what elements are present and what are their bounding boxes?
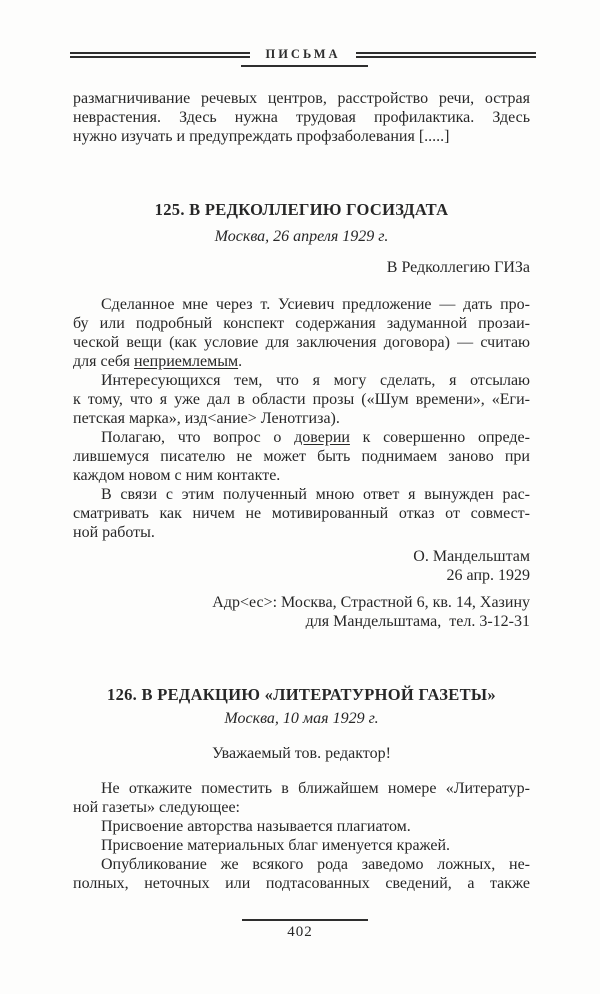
text-line: к тому, что я уже дал в области прозы («Шум времени», «Еги-: [73, 391, 530, 408]
page-number: 402: [287, 924, 313, 940]
paragraph: [73, 855, 530, 893]
footer-rule: [242, 919, 368, 921]
text-line: Полагаю, что вопрос о доверии к совершенно опреде-: [101, 429, 530, 446]
letter-125-dateline: Москва, 26 апреля 1929 г.: [214, 228, 389, 245]
text-line: ческой вещи (как условие для заключения договора) — считаю: [73, 334, 530, 351]
text-line: размагничивание речевых центров, расстройство речи, острая: [73, 90, 530, 107]
paragraph: [73, 817, 530, 836]
paragraph: [73, 89, 530, 146]
letter-125-body: [73, 295, 530, 542]
text-line: Опубликование же всякого рода заведомо ложных, не-: [101, 856, 530, 873]
text-line: лившемуся писателю не может быть поднимаем заново при: [73, 448, 530, 465]
text-line: петская марка», изд<ание> Ленотгиза).: [73, 410, 340, 427]
signature-name: О. Мандельштам: [413, 548, 530, 565]
text-line: ной работы.: [73, 524, 155, 541]
address-line: Адр<ес>: Москва, Страстной 6, кв. 14, Хазину: [212, 594, 530, 611]
paragraph: [73, 295, 530, 371]
text-line: Присвоение авторства называется плагиатом.: [101, 818, 411, 835]
paragraph: [73, 779, 530, 817]
letter-126-salutation: Уважаемый тов. редактор!: [212, 745, 391, 762]
text-line: каждом новом с ним контакте.: [73, 467, 281, 484]
header-rule-left: [70, 52, 250, 58]
running-header-title: ПИСЬМА: [265, 46, 341, 61]
letter-126-dateline: Москва, 10 мая 1929 г.: [224, 710, 379, 727]
text-line: ной газеты» следующее:: [73, 799, 240, 816]
paragraph: [73, 836, 530, 855]
letter-126-body: [73, 779, 530, 893]
text-line: Присвоение материальных благ именуется кражей.: [101, 837, 451, 854]
text-line: Не откажите поместить в ближайшем номере «Литератур-: [101, 780, 530, 797]
text-line: для себя неприемлемым.: [73, 353, 243, 370]
running-header: [70, 45, 536, 65]
continuation-paragraph: [73, 89, 530, 146]
text-line: бу или подробный конспект содержания задуманной прозаи-: [73, 315, 530, 332]
letter-125-heading: 125. В РЕДКОЛЛЕГИЮ ГОСИЗДАТА: [154, 200, 449, 219]
letter-125-addressee: В Редколлегию ГИЗа: [386, 259, 530, 276]
text-line: Интересующихся тем, что я могу сделать, я отсылаю: [101, 372, 530, 389]
text-line: полных, неточных или подтасованных сведений, а также: [73, 875, 530, 892]
signature-date: 26 апр. 1929: [446, 567, 530, 584]
paragraph: [73, 428, 530, 485]
paragraph: [73, 371, 530, 428]
paragraph: [73, 485, 530, 542]
text-line: Сделанное мне через т. Усиевич предложение — дать про-: [101, 296, 530, 313]
header-rule-right: [356, 52, 536, 58]
text-line: сматривать как ничем не мотивированный отказ от совмест-: [73, 505, 530, 522]
letter-125-signature-block: [73, 547, 552, 585]
text-line: В связи с этим полученный мною ответ я вынужден рас-: [101, 486, 530, 503]
header-title-underline: [241, 65, 368, 67]
letter-125-address-block: [73, 593, 530, 631]
text-line: неврастения. Здесь нужна трудовая профилактика. Здесь: [73, 109, 530, 126]
letter-126-heading: 126. В РЕДАКЦИЮ «ЛИТЕРАТУРНОЙ ГАЗЕТЫ»: [107, 685, 496, 704]
address-line: для Мандельштама, тел. 3-12-31: [305, 613, 530, 630]
text-line: нужно изучать и предупреждать профзаболевания [.....]: [73, 128, 450, 145]
